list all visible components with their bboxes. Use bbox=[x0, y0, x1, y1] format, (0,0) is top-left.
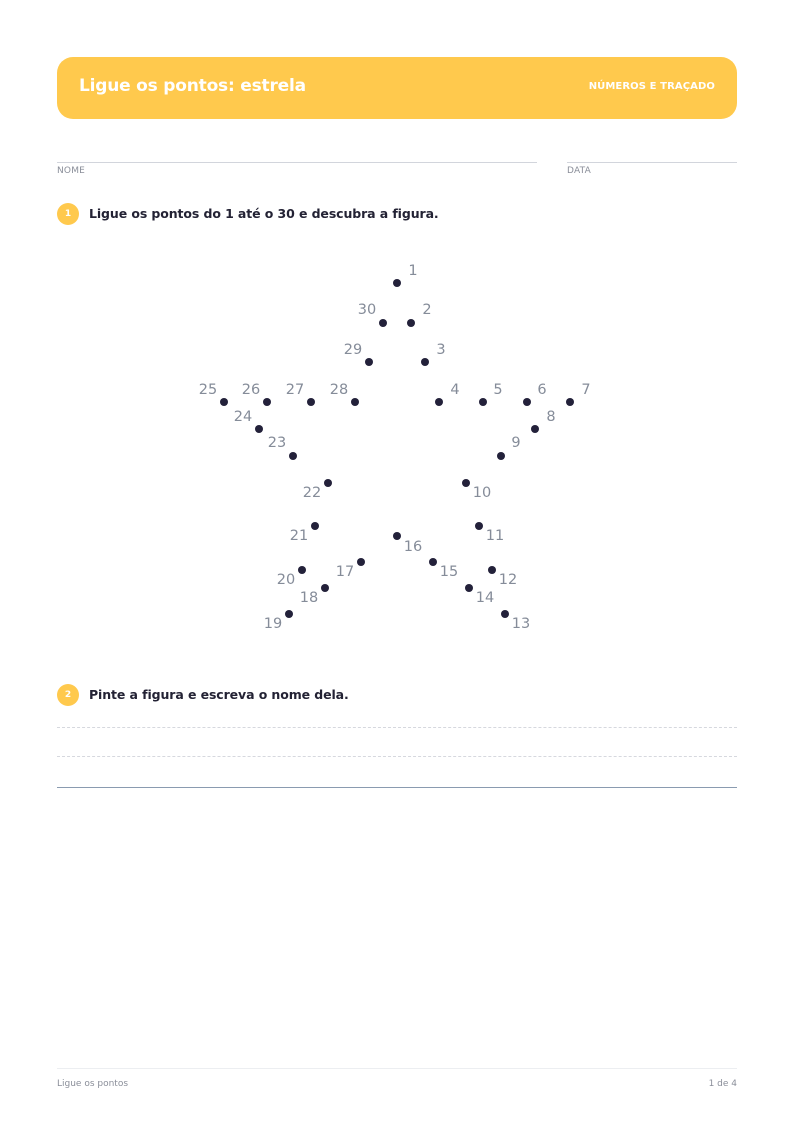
dot-label-16: 16 bbox=[403, 539, 423, 555]
dot-9[interactable] bbox=[497, 452, 505, 460]
date-field-label: DATA bbox=[567, 166, 591, 176]
dot-label-22: 22 bbox=[302, 485, 322, 501]
dot-label-19: 19 bbox=[263, 616, 283, 632]
dot-label-13: 13 bbox=[511, 616, 531, 632]
dot-22[interactable] bbox=[324, 479, 332, 487]
dot-27[interactable] bbox=[307, 398, 315, 406]
dot-18[interactable] bbox=[321, 584, 329, 592]
answer-line-2[interactable] bbox=[57, 756, 737, 757]
dot-29[interactable] bbox=[365, 358, 373, 366]
dot-13[interactable] bbox=[501, 610, 509, 618]
dot-8[interactable] bbox=[531, 425, 539, 433]
dot-label-29: 29 bbox=[343, 342, 363, 358]
dot-15[interactable] bbox=[429, 558, 437, 566]
dot-label-7: 7 bbox=[581, 382, 591, 398]
dot-4[interactable] bbox=[435, 398, 443, 406]
dot-5[interactable] bbox=[479, 398, 487, 406]
answer-line-3[interactable] bbox=[57, 787, 737, 788]
dot-label-20: 20 bbox=[276, 572, 296, 588]
question-2-badge: 2 bbox=[57, 684, 79, 706]
dot-28[interactable] bbox=[351, 398, 359, 406]
dot-30[interactable] bbox=[379, 319, 387, 327]
answer-line-1[interactable] bbox=[57, 727, 737, 728]
dot-16[interactable] bbox=[393, 532, 401, 540]
dot-6[interactable] bbox=[523, 398, 531, 406]
dot-label-8: 8 bbox=[546, 409, 556, 425]
dot-20[interactable] bbox=[298, 566, 306, 574]
dot-label-17: 17 bbox=[335, 564, 355, 580]
dot-label-10: 10 bbox=[472, 485, 492, 501]
dot-1[interactable] bbox=[393, 279, 401, 287]
dot-11[interactable] bbox=[475, 522, 483, 530]
question-1-badge: 1 bbox=[57, 203, 79, 225]
dot-label-23: 23 bbox=[267, 435, 287, 451]
dot-label-28: 28 bbox=[329, 382, 349, 398]
dot-label-9: 9 bbox=[511, 435, 521, 451]
dot-label-30: 30 bbox=[357, 302, 377, 318]
question-1-text: Ligue os pontos do 1 até o 30 e descubra a figura. bbox=[89, 206, 439, 221]
dot-label-4: 4 bbox=[450, 382, 460, 398]
dot-26[interactable] bbox=[263, 398, 271, 406]
dot-label-15: 15 bbox=[439, 564, 459, 580]
dot-label-6: 6 bbox=[537, 382, 547, 398]
dot-25[interactable] bbox=[220, 398, 228, 406]
dot-label-27: 27 bbox=[285, 382, 305, 398]
dot-12[interactable] bbox=[488, 566, 496, 574]
dot-7[interactable] bbox=[566, 398, 574, 406]
dot-label-3: 3 bbox=[436, 342, 446, 358]
dot-17[interactable] bbox=[357, 558, 365, 566]
name-field-label: NOME bbox=[57, 166, 86, 176]
dot-19[interactable] bbox=[285, 610, 293, 618]
dot-label-26: 26 bbox=[241, 382, 261, 398]
dot-label-1: 1 bbox=[408, 263, 418, 279]
question-2-text: Pinte a figura e escreva o nome dela. bbox=[89, 687, 349, 702]
dot-label-14: 14 bbox=[475, 590, 495, 606]
dot-label-12: 12 bbox=[498, 572, 518, 588]
dot-label-21: 21 bbox=[289, 528, 309, 544]
worksheet-title: Ligue os pontos: estrela bbox=[79, 76, 306, 96]
dot-24[interactable] bbox=[255, 425, 263, 433]
footer-title: Ligue os pontos bbox=[57, 1079, 129, 1089]
dot-label-11: 11 bbox=[485, 528, 505, 544]
dot-label-18: 18 bbox=[299, 590, 319, 606]
dot-label-5: 5 bbox=[493, 382, 503, 398]
dot-label-2: 2 bbox=[422, 302, 432, 318]
footer-page-number: 1 de 4 bbox=[708, 1079, 737, 1089]
dot-23[interactable] bbox=[289, 452, 297, 460]
dot-14[interactable] bbox=[465, 584, 473, 592]
dot-label-24: 24 bbox=[233, 409, 253, 425]
dot-2[interactable] bbox=[407, 319, 415, 327]
dot-21[interactable] bbox=[311, 522, 319, 530]
worksheet-category-tag: NÚMEROS E TRAÇADO bbox=[588, 81, 715, 92]
dot-10[interactable] bbox=[462, 479, 470, 487]
dot-3[interactable] bbox=[421, 358, 429, 366]
dot-label-25: 25 bbox=[198, 382, 218, 398]
footer-divider bbox=[57, 1068, 737, 1069]
